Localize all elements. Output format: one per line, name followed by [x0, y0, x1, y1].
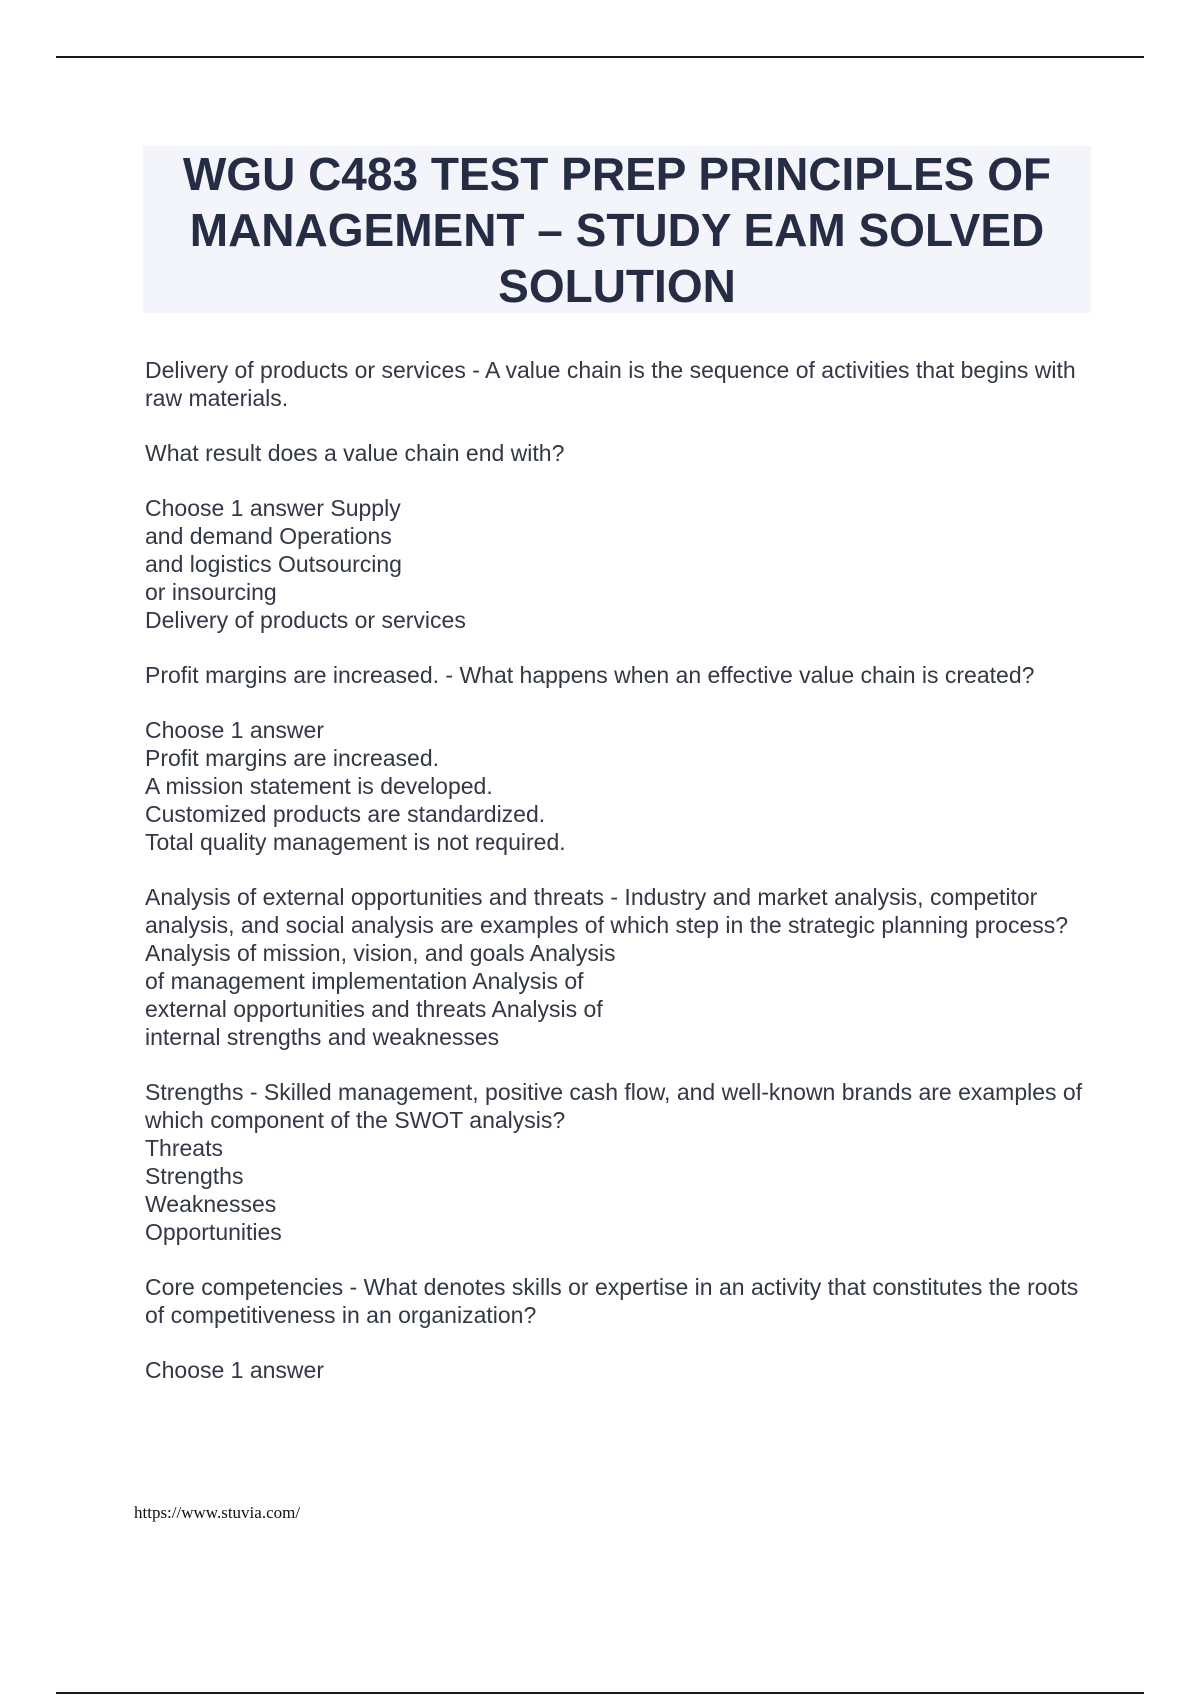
q1-option-line: and logistics Outsourcing: [145, 551, 402, 577]
document-title: [183, 146, 1051, 314]
question-block-2: [145, 661, 1095, 856]
q4-statement: Strengths - Skilled management, positive cash flow, and well-known brands are examples of which component of the SWOT analysis?: [145, 1079, 1083, 1133]
q2-option-line: A mission statement is developed.: [145, 773, 493, 799]
q1-option-line: Choose 1 answer Supply: [145, 495, 401, 521]
title-banner: [143, 146, 1091, 313]
question-block-4: [145, 1078, 1095, 1246]
q2-option-line: Profit margins are increased.: [145, 745, 440, 771]
title-line-1: WGU C483 TEST PREP PRINCIPLES OF: [182, 147, 1052, 200]
question-block-3: [145, 883, 1095, 1051]
q4-option-line: Opportunities: [145, 1219, 282, 1245]
q5-statement: Core competencies - What denotes skills or expertise in an activity that constitutes the roots of competitiveness in an organization?: [145, 1274, 1079, 1328]
q1-option-line: Delivery of products or services: [145, 607, 466, 633]
question-block-5: [145, 1273, 1095, 1384]
q3-option-line: external opportunities and threats Analysis of: [145, 996, 603, 1022]
title-line-3: SOLUTION: [498, 259, 736, 312]
q5-choose-label: Choose 1 answer: [145, 1357, 324, 1383]
q1-statement: Delivery of products or services - A value chain is the sequence of activities that begins with raw materials.: [145, 357, 1076, 411]
title-line-2: MANAGEMENT – STUDY EAM SOLVED: [189, 203, 1045, 256]
q3-option-line: internal strengths and weaknesses: [145, 1024, 500, 1050]
q1-option-line: and demand Operations: [145, 523, 392, 549]
top-rule: [56, 56, 1144, 58]
document-body: [145, 356, 1095, 1384]
q2-option-line: Choose 1 answer: [145, 717, 324, 743]
q3-statement: Analysis of external opportunities and threats - Industry and market analysis, competitor analysis, and social analysis are examples of which step in the strategic planning process?: [145, 884, 1069, 938]
question-block-1: [145, 356, 1095, 634]
q3-option-line: of management implementation Analysis of: [145, 968, 584, 994]
q2-option-line: Customized products are standardized.: [145, 801, 546, 827]
q4-option-line: Threats: [145, 1135, 223, 1161]
bottom-rule: [56, 1692, 1144, 1694]
q4-option-line: Weaknesses: [145, 1191, 277, 1217]
footer-url: https://www.stuvia.com/: [134, 1503, 301, 1522]
q2-option-line: Total quality management is not required.: [145, 829, 566, 855]
q3-option-line: Analysis of mission, vision, and goals Analysis: [145, 940, 616, 966]
q4-option-line: Strengths: [145, 1163, 244, 1189]
q2-statement: Profit margins are increased. - What happens when an effective value chain is created?: [145, 662, 1035, 688]
q1-question: What result does a value chain end with?: [145, 440, 565, 466]
q1-option-line: or insourcing: [145, 579, 277, 605]
